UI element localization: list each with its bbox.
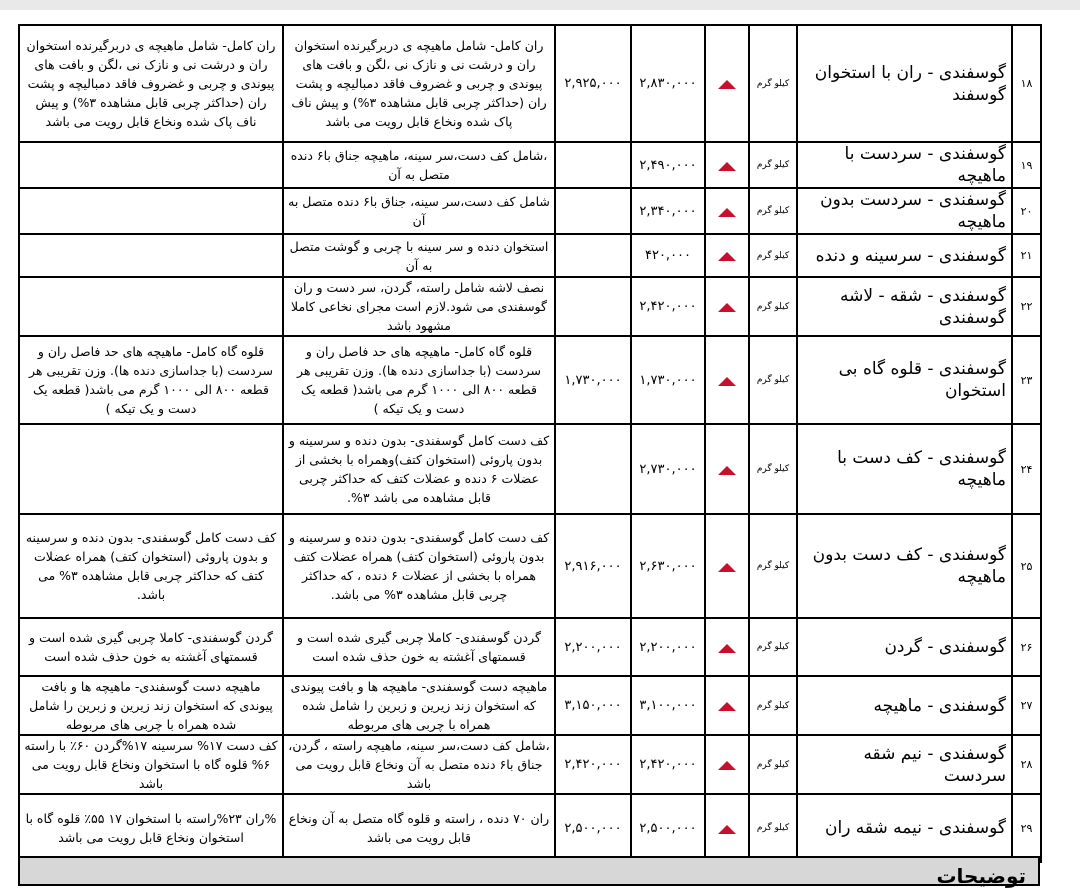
description-cell: نصف لاشه شامل راسته، گردن، سر دست و ران گوسفندی می شود.لازم است مجرای نخاعی کاملا مشهود باشد [283,277,555,336]
product-name-cell: گوسفندی - نیم شقه سردست [797,735,1012,794]
up-triangle-icon [718,80,736,89]
price-cell: ۲,۴۲۰,۰۰۰ [631,277,705,336]
description-alt-cell: ران کامل- شامل ماهیچه ی دربرگیرنده استخوان ران و درشت نی و نازک نی ،لگن و بافت های پیوندی و چربی و غضروف فاقد دمبالیچه و پشت ران (حداکثر چربی قابل مشاهده ۳%) و پیش ناف پاک شده ونخاع قابل رویت می باشد [19,25,283,142]
product-name-cell: گوسفندی - کف دست با ماهیچه [797,424,1012,514]
price-cell: ۲,۸۳۰,۰۰۰ [631,25,705,142]
unit-cell: کیلو گرم [749,142,797,188]
description-cell: استخوان دنده و سر سینه با چربی و گوشت متصل به آن [283,234,555,277]
up-triangle-icon [718,208,736,217]
table-row [19,336,1041,424]
product-name-cell: گوسفندی - نیمه شقه ران [797,794,1012,862]
unit-cell: کیلو گرم [749,25,797,142]
row-number-cell: ۱۹ [1012,142,1041,188]
description-alt-cell [19,142,283,188]
product-name-cell: گوسفندی - گردن [797,618,1012,676]
table-row [19,277,1041,336]
price-previous-cell: ۲,۹۲۵,۰۰۰ [555,25,631,142]
price-cell: ۲,۴۲۰,۰۰۰ [631,735,705,794]
price-previous-cell [555,277,631,336]
table-row [19,188,1041,234]
price-previous-cell: ۲,۵۰۰,۰۰۰ [555,794,631,862]
price-cell: ۲,۷۳۰,۰۰۰ [631,424,705,514]
price-cell: ۱,۷۳۰,۰۰۰ [631,336,705,424]
description-cell: شامل کف دست،سر سینه، جناق با۶ دنده متصل به آن [283,188,555,234]
description-alt-cell: %ران ۲۳%راسته با استخوان ۱۷ ۵۵٪ قلوه گاه با استخوان ونخاع قابل رویت می باشد [19,794,283,862]
unit-cell: کیلو گرم [749,188,797,234]
price-cell: ۲,۶۳۰,۰۰۰ [631,514,705,618]
trend-cell [705,676,749,735]
price-previous-cell [555,142,631,188]
product-name-cell: گوسفندی - قلوه گاه بی استخوان [797,336,1012,424]
description-alt-cell: کف دست کامل گوسفندی- بدون دنده و سرسینه و بدون پاروئی (استخوان کتف) همراه عضلات کتف که حداکثر چربی قابل مشاهده ۳% می باشد. [19,514,283,618]
trend-cell [705,142,749,188]
description-alt-cell [19,277,283,336]
unit-cell: کیلو گرم [749,794,797,862]
up-triangle-icon [718,303,736,312]
product-name-cell: گوسفندی - کف دست بدون ماهیچه [797,514,1012,618]
description-cell: ،شامل کف دست،سر سینه، ماهیچه جناق با۶ دنده متصل به آن [283,142,555,188]
notes-box [18,856,1040,886]
description-cell: ماهیچه دست گوسفندی- ماهیچه ها و بافت پیوندی که استخوان زند زیرین و زبرین را شامل شده همراه با چربی های مربوطه [283,676,555,735]
trend-cell [705,336,749,424]
row-number-cell: ۲۸ [1012,735,1041,794]
price-cell: ۲,۲۰۰,۰۰۰ [631,618,705,676]
unit-cell: کیلو گرم [749,234,797,277]
row-number-cell: ۲۲ [1012,277,1041,336]
price-cell: ۴۲۰,۰۰۰ [631,234,705,277]
row-number-cell: ۲۹ [1012,794,1041,862]
row-number-cell: ۱۸ [1012,25,1041,142]
trend-cell [705,424,749,514]
description-cell: ران ۷۰ دنده ، راسته و قلوه گاه متصل به آن ونخاع قابل رویت می باشد [283,794,555,862]
table-row [19,676,1041,735]
trend-cell [705,514,749,618]
trend-cell [705,188,749,234]
unit-cell: کیلو گرم [749,676,797,735]
up-triangle-icon [718,377,736,386]
unit-cell: کیلو گرم [749,277,797,336]
row-number-cell: ۲۴ [1012,424,1041,514]
price-cell: ۲,۳۴۰,۰۰۰ [631,188,705,234]
description-cell: ران کامل- شامل ماهیچه ی دربرگیرنده استخوان ران و درشت نی و نازک نی ،لگن و بافت های پیوندی و چربی و غضروف فاقد دمبالیچه و پشت ران (حداکثر چربی قابل مشاهده ۳%) و پیش ناف پاک شده ونخاع قابل رویت می باشد [283,25,555,142]
row-number-cell: ۲۵ [1012,514,1041,618]
description-alt-cell: ماهیچه دست گوسفندی- ماهیچه ها و بافت پیوندی که استخوان زند زیرین و زبرین را شامل شده همراه با چربی های مربوطه [19,676,283,735]
unit-cell: کیلو گرم [749,514,797,618]
top-strip [0,0,1080,10]
unit-cell: کیلو گرم [749,735,797,794]
notes-heading: توضیحات [936,864,1026,888]
product-name-cell: گوسفندی - سردست با ماهیچه [797,142,1012,188]
description-alt-cell: کف دست ۱۷% سرسینه ۱۷%گردن ۶۰٪ با راسته ۶% قلوه گاه با استخوان ونخاع قابل رویت می باشد [19,735,283,794]
description-alt-cell: گردن گوسفندی- کاملا چربی گیری شده است و قسمتهای آغشته به خون حذف شده است [19,618,283,676]
row-number-cell: ۲۳ [1012,336,1041,424]
unit-cell: کیلو گرم [749,424,797,514]
description-cell: گردن گوسفندی- کاملا چربی گیری شده است و قسمتهای آغشته به خون حذف شده است [283,618,555,676]
price-previous-cell [555,234,631,277]
unit-cell: کیلو گرم [749,336,797,424]
product-name-cell: گوسفندی - سرسینه و دنده [797,234,1012,277]
trend-cell [705,618,749,676]
description-cell: ،شامل کف دست،سر سینه، ماهیچه راسته ، گردن، جناق با۶ دنده متصل به آن ونخاع قابل رویت می باشد [283,735,555,794]
row-number-cell: ۲۱ [1012,234,1041,277]
price-cell: ۳,۱۰۰,۰۰۰ [631,676,705,735]
up-triangle-icon [718,825,736,834]
description-alt-cell: قلوه گاه کامل- ماهیچه های حد فاصل ران و سردست (با جداسازی دنده ها). وزن تقریبی هر قطعه ۸۰۰ الی ۱۰۰۰ گرم می باشد( قطعه یک دست و یک تیکه ) [19,336,283,424]
up-triangle-icon [718,563,736,572]
table-row [19,234,1041,277]
up-triangle-icon [718,702,736,711]
row-number-cell: ۲۰ [1012,188,1041,234]
price-previous-cell [555,188,631,234]
up-triangle-icon [718,761,736,770]
trend-cell [705,277,749,336]
price-previous-cell [555,424,631,514]
table-row [19,794,1041,862]
price-previous-cell: ۲,۹۱۶,۰۰۰ [555,514,631,618]
description-cell: کف دست کامل گوسفندی- بدون دنده و سرسینه و بدون پاروئی (استخوان کتف) همراه عضلات کتف همراه با بخشی از عضلات ۶ دنده ، که حداکثر چربی قابل مشاهده ۳% می باشد. [283,514,555,618]
price-previous-cell: ۱,۷۳۰,۰۰۰ [555,336,631,424]
table-row [19,735,1041,794]
product-name-cell: گوسفندی - سردست بدون ماهیچه [797,188,1012,234]
trend-cell [705,234,749,277]
unit-cell: کیلو گرم [749,618,797,676]
table-row [19,142,1041,188]
row-number-cell: ۲۷ [1012,676,1041,735]
product-name-cell: گوسفندی - ماهیچه [797,676,1012,735]
up-triangle-icon [718,644,736,653]
table-row [19,25,1041,142]
row-number-cell: ۲۶ [1012,618,1041,676]
table-row [19,514,1041,618]
price-previous-cell: ۲,۲۰۰,۰۰۰ [555,618,631,676]
product-name-cell: گوسفندی - ران با استخوان گوسفند [797,25,1012,142]
description-alt-cell [19,188,283,234]
price-table [18,24,1042,863]
trend-cell [705,735,749,794]
price-previous-cell: ۲,۴۲۰,۰۰۰ [555,735,631,794]
trend-cell [705,25,749,142]
description-cell: قلوه گاه کامل- ماهیچه های حد فاصل ران و سردست (با جداسازی دنده ها). وزن تقریبی هر قطعه ۸۰۰ الی ۱۰۰۰ گرم می باشد( قطعه یک دست و یک تیکه ) [283,336,555,424]
price-cell: ۲,۵۰۰,۰۰۰ [631,794,705,862]
up-triangle-icon [718,162,736,171]
up-triangle-icon [718,466,736,475]
price-cell: ۲,۴۹۰,۰۰۰ [631,142,705,188]
price-previous-cell: ۳,۱۵۰,۰۰۰ [555,676,631,735]
table-row [19,618,1041,676]
description-alt-cell [19,424,283,514]
description-cell: کف دست کامل گوسفندی- بدون دنده و سرسینه و بدون پاروئی (استخوان کتف)وهمراه با بخشی از عضلات ۶ دنده و عضلات کتف که حداکثر چربی قابل مشاهده می باشد ۳%. [283,424,555,514]
description-alt-cell [19,234,283,277]
product-name-cell: گوسفندی - شقه - لاشه گوسفندی [797,277,1012,336]
up-triangle-icon [718,252,736,261]
table-row [19,424,1041,514]
trend-cell [705,794,749,862]
